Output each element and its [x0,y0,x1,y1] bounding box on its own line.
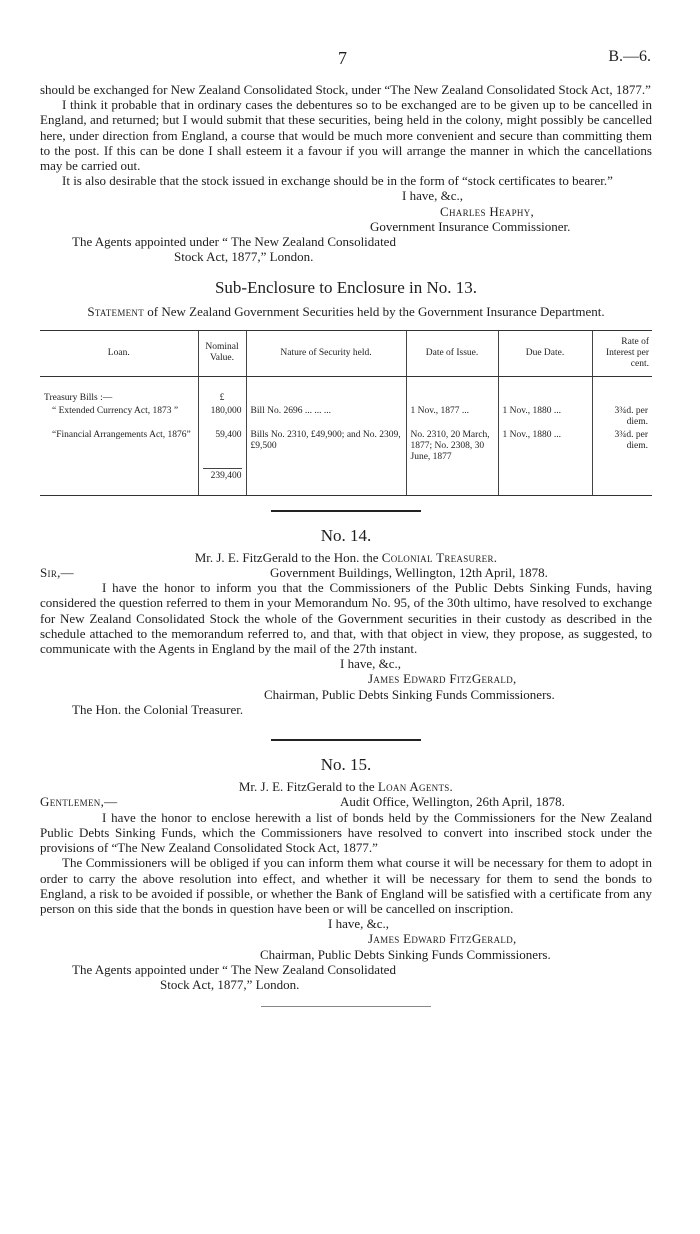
table-cell [406,483,498,496]
column-header: Due Date. [498,330,592,376]
table-cell: 3¾d. per diem. [592,405,652,429]
column-header: Date of Issue. [406,330,498,376]
table-cell [40,464,198,483]
table-row [40,429,652,464]
letter-recipient: Loan Agents. [377,779,454,795]
closing: I have, &c., [328,916,390,932]
table-cell: 1 Nov., 1877 ... [406,405,498,429]
table-cell: 1 Nov., 1880 ... [498,405,592,429]
table-cell [498,464,592,483]
table-cell [406,376,498,405]
letter-title-text: Mr. J. E. FitzGerald to the [238,779,375,795]
letter-title-text: Mr. J. E. FitzGerald to the Hon. the [194,549,379,565]
salutation: Sir,— [40,564,74,580]
page-body [40,82,652,1007]
table-cell: 1 Nov., 1880 ... [498,429,592,464]
place-date: Audit Office, Wellington, 26th April, 1878. [340,794,565,810]
signer-title: Government Insurance Commissioner. [370,218,571,234]
table-cell: No. 2310, 20 March, 1877; No. 2308, 30 June, 1877 [406,429,498,464]
table-cell: 180,000 [198,405,246,429]
table-cell: 59,400 [198,429,246,464]
closing: I have, &c., [402,188,464,204]
table-cell [406,464,498,483]
table-cell [198,483,246,496]
table-cell: “Financial Arrangements Act, 1876” [52,429,191,440]
addressee: The Agents appointed under “ The New Zealand Consolidated [72,961,396,977]
table-cell [592,376,652,405]
page-header [0,48,700,70]
table-cell [246,376,406,405]
table-cell: 3¾d. per diem. [592,429,652,464]
statement-label: Statement [87,304,145,320]
table-cell [498,483,592,496]
letter-body: The Commissioners will be obliged if you can inform them what course it will be necessary for them to adopt in order to carry the above resolution into effect, and whether it will be necessary for them to send the bonds to England, a risk to be avoided if possible, or whether the Bank of England will be satisfied with a certificate from any person on this side that the bonds in question have been or will be cancelled on inscription. [40,855,652,916]
column-header: Rate of Interest per cent. [592,330,652,376]
letter-title [40,550,652,565]
table-cell: Bills No. 2310, £49,900; and No. 2309, £9,500 [246,429,406,464]
column-header: Nature of Security held. [246,330,406,376]
closing-divider [261,1006,431,1007]
letter-number: No. 14. [320,525,372,545]
table-cell [592,483,652,496]
table-cell: Bill No. 2696 ... ... ... [246,405,406,429]
signer-title: Chairman, Public Debts Sinking Funds Commissioners. [264,686,555,702]
table-cell: “ Extended Currency Act, 1873 ” [52,405,179,416]
addressee: The Hon. the Colonial Treasurer. [72,701,244,717]
addressee: Stock Act, 1877,” London. [174,249,314,265]
closing: I have, &c., [340,656,402,672]
section-divider [271,510,421,512]
addressee: The Agents appointed under “ The New Zealand Consolidated [72,234,396,250]
letter-body: I have the honor to enclose herewith a list of bonds held by the Commissioners for the New Zealand Public Debts Sinking Funds, which the Commissioners have resolved to convert into inscribed stock under the provisions of “The New Zealand Consolidated Stock Act, 1877.” [40,809,652,856]
table-row-total [40,464,652,483]
place-date: Government Buildings, Wellington, 12th April, 1878. [270,565,548,581]
table-cell [246,464,406,483]
column-header: Nominal Value. [198,330,246,376]
table-cell: Treasury Bills :— [44,392,113,403]
section-divider [271,739,421,741]
letter-recipient: Colonial Treasurer. [381,549,498,565]
signer-title: Chairman, Public Debts Sinking Funds Commissioners. [260,946,551,962]
letter-title [40,779,652,794]
continuation-paragraph: It is also desirable that the stock issued in exchange should be in the form of “stock certificates to bearer.” [62,173,613,189]
sub-enclosure-heading: Sub-Enclosure to Enclosure in No. 13. [214,278,478,298]
page-number: 7 [338,48,347,68]
securities-table [40,330,652,496]
paper-reference: B.—6. [608,48,651,65]
signer-name: Charles Heaphy, [440,203,535,219]
table-cell [40,483,198,496]
statement-title [40,304,652,319]
table-cell [592,464,652,483]
table-row [40,405,652,429]
continuation-paragraph: I think it probable that in ordinary cases the debentures so to be exchanged are to be given up to be cancelled in England, and returned; but I would submit that these securities, being held in the colony, might possibly be cancelled here, under direction from England, a course that would be much more convenient and secure than committing them to the post. If this can be done I shall esteem it a favour if you will arrange the manner in which the cancellations may be carried out. [40,97,652,174]
total-value: 239,400 [203,468,242,482]
table-cell [198,464,246,483]
column-header: Loan. [40,330,198,376]
table-cell [246,483,406,496]
statement-text: of New Zealand Government Securities held by the Government Insurance Department. [147,304,605,320]
table-row [40,376,652,405]
table-cell: £ [198,376,246,405]
table-header-row [40,330,652,376]
table-bottom [40,483,652,496]
letter-body: I have the honor to inform you that the Commissioners of the Public Debts Sinking Funds, having considered the question referred to them in your Memorandum No. 95, of the 30th ultimo, have resolved to exchange for New Zealand Consolidated Stock the whole of the Government securities in their custody as described in the schedule attached to the memorandum referred to, and that, with that object in view, they propose, as suggested, to communicate with the Agents in England by the mail of the 27th instant. [40,580,652,657]
table-cell [498,376,592,405]
addressee: Stock Act, 1877,” London. [160,976,300,992]
continuation-paragraph: should be exchanged for New Zealand Consolidated Stock, under “The New Zealand Consolidated Stock Act, 1877.” [40,82,651,97]
letter-number: No. 15. [320,755,372,775]
salutation: Gentlemen,— [40,794,118,810]
signer-name: James Edward FitzGerald, [368,671,517,687]
signer-name: James Edward FitzGerald, [368,931,517,947]
